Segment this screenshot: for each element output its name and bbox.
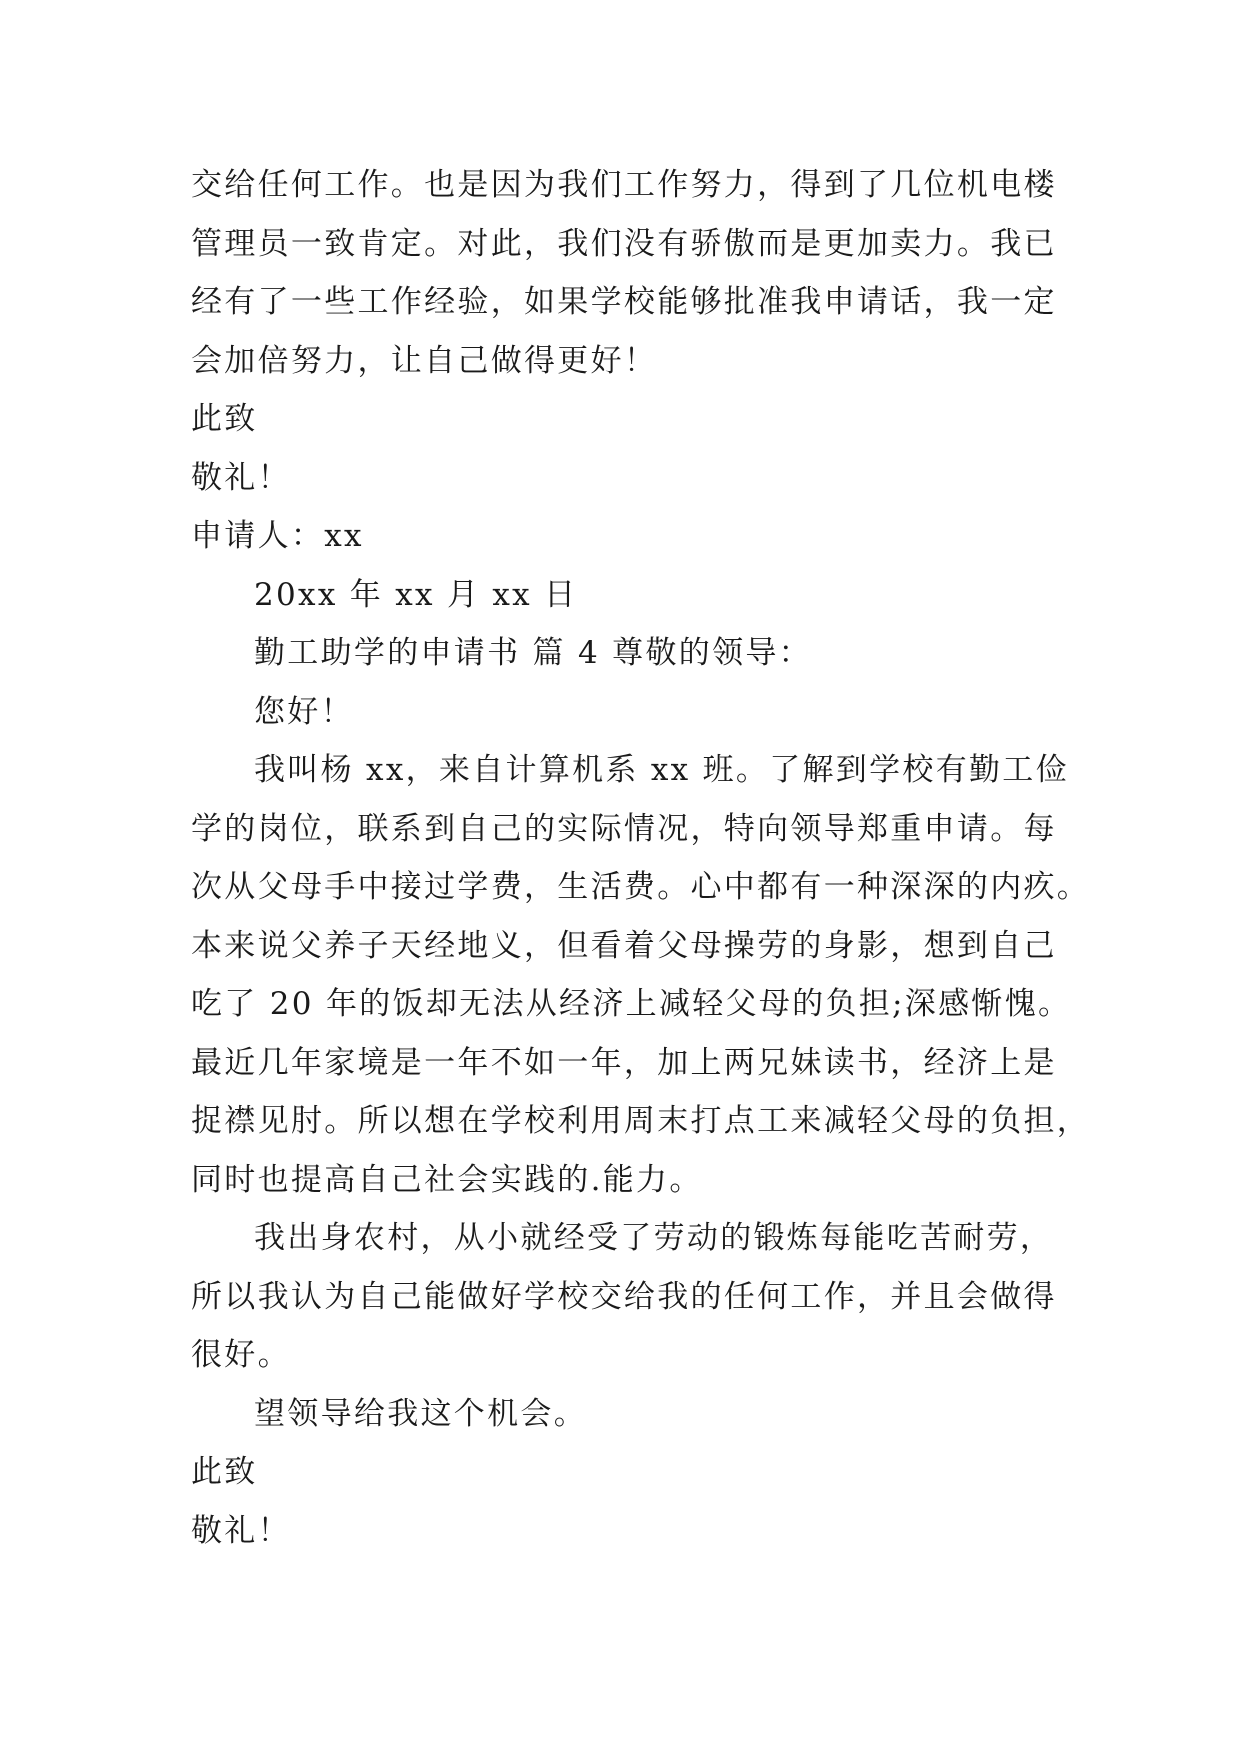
text-line: 学的岗位，联系到自己的实际情况，特向领导郑重申请。每 [191, 810, 1057, 847]
text-line: 我出身农村，从小就经受了劳动的锻炼每能吃苦耐劳， [254, 1220, 1054, 1256]
text-line: 捉襟见肘。所以想在学校利用周末打点工来减轻父母的负担， [191, 1103, 1091, 1139]
text-line: 交给任何工作。也是因为我们工作努力，得到了几位机电楼 [191, 167, 1057, 203]
paragraph-request: 望领导给我这个机会。 [254, 1395, 587, 1432]
section-heading: 勤工助学的申请书 篇 4 尊敬的领导： [254, 635, 812, 671]
document-body [191, 156, 1091, 1560]
salutation: 敬礼！ [191, 1512, 291, 1549]
text-line: 所以我认为自己能做好学校交给我的任何工作，并且会做得 [191, 1278, 1057, 1315]
salutation: 敬礼！ [191, 459, 291, 496]
text-line: 会加倍努力，让自己做得更好！ [191, 342, 658, 379]
text-line: 本来说父养子天经地义，但看着父母操劳的身影，想到自己 [191, 927, 1057, 964]
paragraph-introduction [191, 741, 1091, 1209]
letter-date: 20xx 年 xx 月 xx 日 [254, 576, 578, 613]
paragraph-background [191, 1209, 1071, 1385]
text-line: 吃了 20 年的饭却无法从经济上减轻父母的负担;深感惭愧。 [191, 986, 1072, 1022]
greeting: 您好！ [254, 693, 354, 730]
text-line: 管理员一致肯定。对此，我们没有骄傲而是更加卖力。我已 [191, 225, 1057, 262]
paragraph-continuation [191, 156, 1071, 390]
text-line: 次从父母手中接过学费，生活费。心中都有一种深深的内疚。 [191, 869, 1091, 905]
closing-phrase: 此致 [191, 1454, 258, 1490]
applicant-signature: 申请人：xx [191, 518, 364, 554]
text-line: 我叫杨 xx，来自计算机系 xx 班。了解到学校有勤工俭 [254, 752, 1069, 788]
closing-phrase: 此致 [191, 401, 258, 437]
text-line: 经有了一些工作经验，如果学校能够批准我申请话，我一定 [191, 284, 1057, 320]
text-line: 很好。 [191, 1337, 291, 1373]
text-line: 最近几年家境是一年不如一年，加上两兄妹读书，经济上是 [191, 1044, 1057, 1081]
text-line: 同时也提高自己社会实践的.能力。 [191, 1161, 703, 1198]
